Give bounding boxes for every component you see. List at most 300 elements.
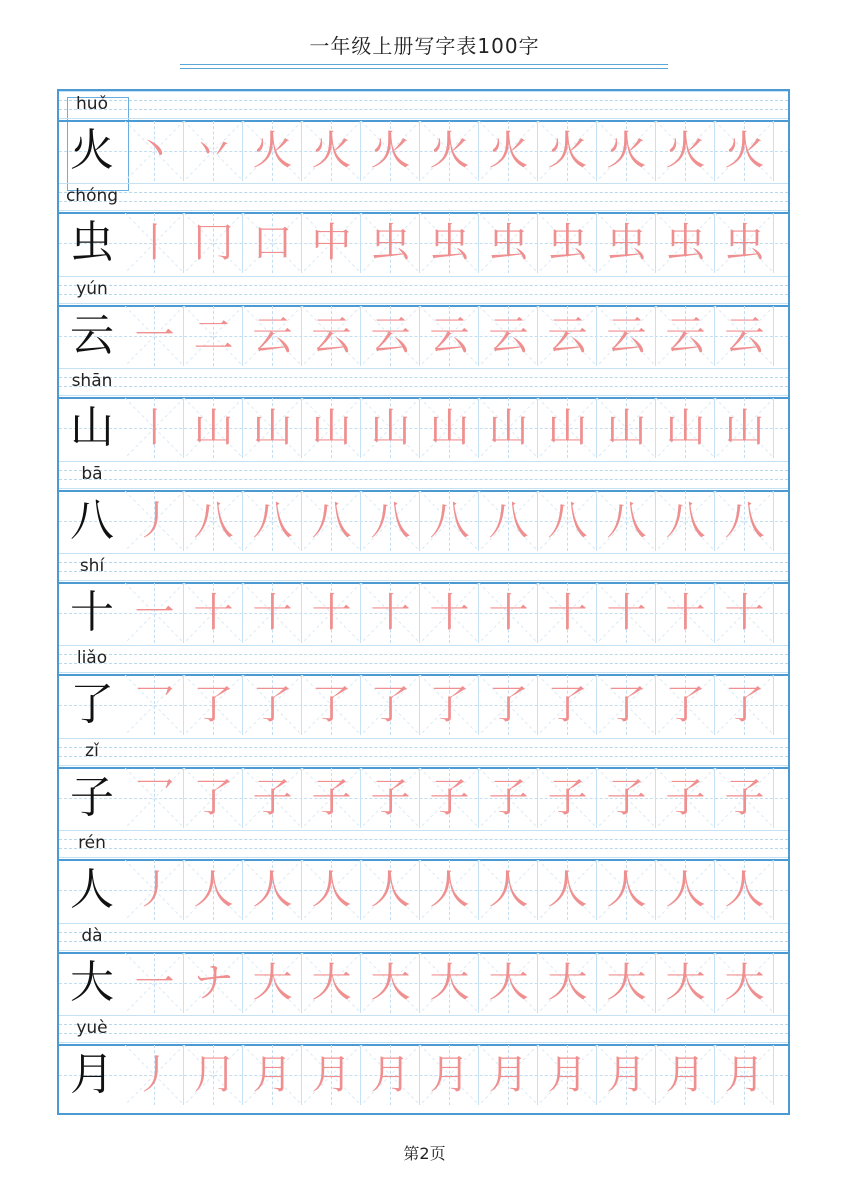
stroke-order-character: 了 [193, 774, 234, 821]
tian-zi-ge-band [59, 398, 788, 458]
character-row [59, 553, 788, 645]
stroke-order-character: 口 [252, 220, 293, 267]
stroke-order-character: 月 [311, 1052, 352, 1098]
pinyin-guide-line [59, 747, 788, 748]
tracing-cell[interactable] [656, 768, 715, 828]
tracing-cell[interactable] [184, 306, 243, 366]
tracing-cell[interactable] [125, 583, 184, 643]
stroke-order-character: 大 [311, 959, 352, 1006]
tracing-cell[interactable] [715, 306, 774, 366]
tian-zi-ge-band [59, 491, 788, 551]
tracing-cell[interactable] [125, 768, 184, 828]
pinyin-band [59, 91, 788, 118]
tracing-cell[interactable] [361, 1045, 420, 1105]
tracing-cell[interactable] [302, 1045, 361, 1105]
stroke-order-character: 人 [547, 867, 588, 914]
pinyin-guide-line [59, 857, 788, 858]
stroke-order-character: 乛 [134, 682, 175, 729]
pinyin-band [59, 183, 788, 210]
pinyin-guide-line [59, 645, 788, 646]
character-row [59, 91, 788, 183]
tracing-cell[interactable] [184, 953, 243, 1013]
stroke-order-character: 云 [665, 312, 706, 359]
tracing-cell[interactable] [715, 675, 774, 735]
tracing-cell[interactable] [479, 121, 538, 181]
tracing-cell[interactable] [538, 675, 597, 735]
stroke-order-character: 人 [488, 867, 529, 914]
stroke-order-character: 月 [724, 1052, 765, 1098]
tracing-cell[interactable] [125, 213, 184, 273]
stroke-order-character: 八 [724, 497, 765, 544]
stroke-order-character: 八 [547, 497, 588, 544]
model-character: 人 [70, 864, 114, 916]
stroke-order-character: 虫 [606, 220, 647, 267]
stroke-order-character: 二 [193, 312, 234, 359]
pinyin-band [59, 276, 788, 303]
tracing-cell[interactable] [361, 491, 420, 551]
stroke-order-character: 了 [252, 682, 293, 729]
model-character-cell [59, 491, 125, 551]
stroke-order-character: 火 [665, 128, 706, 174]
pinyin-label: zǐ [85, 740, 99, 761]
stroke-order-character: 丨 [134, 220, 175, 267]
stroke-order-character: 子 [252, 774, 293, 821]
tracing-cell[interactable] [302, 768, 361, 828]
stroke-order-character: 云 [252, 312, 293, 359]
tracing-cell[interactable] [184, 213, 243, 273]
stroke-order-character: 了 [193, 682, 234, 729]
tracing-cell[interactable] [715, 1045, 774, 1105]
stroke-order-character: 中 [311, 220, 352, 267]
stroke-order-character: 人 [429, 867, 470, 914]
character-row [59, 183, 788, 275]
stroke-order-character: 十 [311, 590, 352, 636]
pinyin-label: yún [76, 278, 108, 299]
stroke-order-character: 子 [665, 774, 706, 821]
stroke-order-character: 山 [547, 405, 588, 452]
tracing-cell[interactable] [184, 1045, 243, 1105]
stroke-order-character: 月 [606, 1052, 647, 1098]
pinyin-band [59, 738, 788, 765]
stroke-order-character: 虫 [488, 220, 529, 267]
stroke-order-character: 月 [370, 1052, 411, 1098]
stroke-order-character: 子 [488, 774, 529, 821]
stroke-order-character: 人 [724, 867, 765, 914]
stroke-order-character: 十 [488, 590, 529, 636]
tracing-cell[interactable] [479, 1045, 538, 1105]
tracing-cell[interactable] [184, 675, 243, 735]
pinyin-guide-line [59, 118, 788, 119]
pinyin-guide-line [59, 276, 788, 277]
stroke-order-character: 云 [488, 312, 529, 359]
tracing-cell[interactable] [420, 583, 479, 643]
stroke-order-character: 子 [606, 774, 647, 821]
pinyin-band [59, 1015, 788, 1042]
pinyin-guide-line [59, 1015, 788, 1016]
stroke-order-character: 山 [606, 405, 647, 452]
model-character-cell [59, 398, 125, 458]
stroke-order-character: 丨 [134, 405, 175, 452]
stroke-order-character: 云 [311, 312, 352, 359]
stroke-order-character: 月 [665, 1052, 706, 1098]
stroke-order-character: 大 [252, 959, 293, 1006]
tracing-cell[interactable] [479, 860, 538, 920]
tracing-cell[interactable] [479, 583, 538, 643]
stroke-order-character: 人 [606, 867, 647, 914]
tracing-cell[interactable] [125, 1045, 184, 1105]
pinyin-guide-line [59, 571, 788, 572]
tracing-cell[interactable] [361, 306, 420, 366]
stroke-order-character: 火 [370, 128, 411, 174]
tracing-cell[interactable] [656, 121, 715, 181]
tracing-cell[interactable] [243, 768, 302, 828]
tracing-cell[interactable] [715, 213, 774, 273]
pinyin-label: chóng [65, 186, 119, 207]
pinyin-guide-line [59, 672, 788, 673]
pinyin-label: dà [81, 925, 103, 946]
tracing-cell[interactable] [479, 213, 538, 273]
tracing-cell[interactable] [656, 306, 715, 366]
pinyin-guide-line [59, 100, 788, 101]
tracing-cell[interactable] [420, 306, 479, 366]
stroke-order-character: 子 [724, 774, 765, 821]
stroke-order-character: 火 [488, 128, 529, 174]
pinyin-band [59, 368, 788, 395]
tracing-cell[interactable] [656, 953, 715, 1013]
title-underline-second [180, 68, 668, 69]
stroke-order-character: 丿 [134, 1052, 175, 1098]
tracing-cell[interactable] [597, 306, 656, 366]
character-row [59, 461, 788, 553]
pinyin-label: bā [81, 463, 103, 484]
stroke-order-character: 了 [547, 682, 588, 729]
tracing-cell[interactable] [361, 121, 420, 181]
tracing-cell[interactable] [302, 953, 361, 1013]
tracing-cell[interactable] [538, 306, 597, 366]
stroke-order-character: 八 [606, 497, 647, 544]
stroke-order-character: 山 [488, 405, 529, 452]
stroke-order-character: 火 [724, 128, 765, 174]
tracing-cell[interactable] [479, 953, 538, 1013]
pinyin-label: yuè [76, 1018, 108, 1038]
tracing-cell[interactable] [243, 1045, 302, 1105]
tracing-cell[interactable] [243, 398, 302, 458]
pinyin-guide-line [59, 839, 788, 840]
stroke-order-character: 乛 [134, 774, 175, 821]
pinyin-guide-line [59, 1033, 788, 1034]
tracing-cell[interactable] [420, 121, 479, 181]
pinyin-band [59, 553, 788, 580]
tracing-cell[interactable] [125, 121, 184, 181]
tracing-cell[interactable] [715, 953, 774, 1013]
pinyin-guide-line [59, 395, 788, 396]
tracing-cell[interactable] [302, 398, 361, 458]
stroke-order-character: 人 [311, 867, 352, 914]
stroke-order-character: 大 [370, 959, 411, 1006]
model-character: 了 [70, 679, 114, 731]
tracing-cell[interactable] [597, 398, 656, 458]
stroke-order-character: 丿 [134, 497, 175, 544]
pinyin-guide-line [59, 562, 788, 563]
stroke-order-character: 山 [429, 405, 470, 452]
tracing-cell[interactable] [538, 398, 597, 458]
stroke-order-character: 丿 [134, 867, 175, 914]
tracing-cell[interactable] [479, 768, 538, 828]
stroke-order-character: 十 [606, 590, 647, 636]
tracing-cell[interactable] [656, 860, 715, 920]
tracing-cell[interactable] [243, 121, 302, 181]
pinyin-guide-line [59, 377, 788, 378]
tracing-cell[interactable] [125, 398, 184, 458]
tracing-cell[interactable] [125, 306, 184, 366]
tracing-cell[interactable] [125, 675, 184, 735]
stroke-order-character: 子 [547, 774, 588, 821]
stroke-order-character: 火 [547, 128, 588, 174]
stroke-order-character: 十 [370, 590, 411, 636]
stroke-order-character: 山 [665, 405, 706, 452]
tracing-cell[interactable] [361, 768, 420, 828]
stroke-order-character: 云 [370, 312, 411, 359]
pinyin-guide-line [59, 923, 788, 924]
stroke-order-character: 冂 [193, 220, 234, 267]
tracing-cell[interactable] [597, 768, 656, 828]
model-character-cell [59, 768, 125, 828]
tracing-cell[interactable] [479, 491, 538, 551]
stroke-order-character: 八 [370, 497, 411, 544]
pinyin-guide-line [59, 756, 788, 757]
tracing-cell[interactable] [361, 860, 420, 920]
tracing-cell[interactable] [243, 306, 302, 366]
tracing-cell[interactable] [184, 491, 243, 551]
tracing-cell[interactable] [715, 860, 774, 920]
pinyin-band [59, 923, 788, 950]
pinyin-guide-line [59, 830, 788, 831]
stroke-order-character: 了 [370, 682, 411, 729]
stroke-order-character: 月 [547, 1052, 588, 1098]
character-row [59, 923, 788, 1015]
tracing-cell[interactable] [715, 398, 774, 458]
tracing-cell[interactable] [656, 398, 715, 458]
stroke-order-character: 大 [665, 959, 706, 1006]
stroke-order-character: 山 [193, 405, 234, 452]
tracing-cell[interactable] [597, 491, 656, 551]
pinyin-label: shí [79, 556, 105, 576]
tracing-cell[interactable] [420, 675, 479, 735]
pinyin-guide-line [59, 294, 788, 295]
tracing-cell[interactable] [125, 860, 184, 920]
stroke-order-character: 虫 [665, 220, 706, 267]
pinyin-guide-line [59, 663, 788, 664]
pinyin-label: liǎo [76, 648, 108, 669]
tracing-cell[interactable] [361, 583, 420, 643]
stroke-order-character: 八 [252, 497, 293, 544]
stroke-order-character: 山 [370, 405, 411, 452]
stroke-order-character: 大 [488, 959, 529, 1006]
tracing-cell[interactable] [420, 860, 479, 920]
tracing-cell[interactable] [125, 953, 184, 1013]
stroke-order-character: 一 [134, 959, 175, 1006]
tracing-cell[interactable] [184, 398, 243, 458]
stroke-order-character: 虫 [429, 220, 470, 267]
tracing-cell[interactable] [361, 953, 420, 1013]
tracing-cell[interactable] [597, 121, 656, 181]
stroke-order-character: ナ [193, 959, 234, 1006]
tracing-cell[interactable] [538, 121, 597, 181]
tracing-cell[interactable] [420, 398, 479, 458]
tracing-cell[interactable] [302, 491, 361, 551]
tracing-cell[interactable] [361, 398, 420, 458]
stroke-order-character: 云 [547, 312, 588, 359]
tracing-cell[interactable] [597, 583, 656, 643]
stroke-order-character: 大 [429, 959, 470, 1006]
stroke-order-character: 八 [311, 497, 352, 544]
tracing-cell[interactable] [656, 213, 715, 273]
tracing-cell[interactable] [302, 306, 361, 366]
pinyin-guide-line [59, 210, 788, 211]
tracing-cell[interactable] [538, 860, 597, 920]
tracing-cell[interactable] [302, 583, 361, 643]
character-row [59, 276, 788, 368]
page-number: 第2页 [403, 1144, 446, 1163]
tracing-cell[interactable] [538, 213, 597, 273]
model-character-cell [59, 583, 125, 643]
stroke-order-character: 山 [252, 405, 293, 452]
pinyin-guide-line [59, 932, 788, 933]
stroke-order-character: 八 [488, 497, 529, 544]
tracing-cell[interactable] [184, 768, 243, 828]
tracing-cell[interactable] [420, 768, 479, 828]
stroke-order-character: 火 [606, 128, 647, 174]
stroke-order-character: 十 [724, 590, 765, 636]
stroke-order-character: 虫 [724, 220, 765, 267]
tracing-cell[interactable] [479, 306, 538, 366]
pinyin-guide-line [59, 738, 788, 739]
pinyin-guide-line [59, 461, 788, 462]
stroke-order-character: 火 [311, 128, 352, 174]
tracing-cell[interactable] [184, 583, 243, 643]
tian-zi-ge-band [59, 583, 788, 643]
stroke-order-character: 月 [252, 1052, 293, 1098]
stroke-order-character: 了 [724, 682, 765, 729]
tracing-cell[interactable] [420, 213, 479, 273]
tracing-cell[interactable] [243, 675, 302, 735]
tracing-cell[interactable] [420, 953, 479, 1013]
tracing-cell[interactable] [715, 121, 774, 181]
tracing-cell[interactable] [538, 953, 597, 1013]
tracing-cell[interactable] [538, 768, 597, 828]
tracing-cell[interactable] [479, 675, 538, 735]
model-character: 子 [70, 771, 114, 823]
tracing-cell[interactable] [597, 675, 656, 735]
model-character-cell [59, 953, 125, 1013]
tian-zi-ge-band [59, 953, 788, 1013]
pinyin-guide-line [59, 368, 788, 369]
character-row [59, 830, 788, 922]
stroke-order-character: 人 [370, 867, 411, 914]
tracing-cell[interactable] [715, 491, 774, 551]
stroke-order-character: 子 [429, 774, 470, 821]
tracing-cell[interactable] [479, 398, 538, 458]
tracing-cell[interactable] [125, 491, 184, 551]
model-character: 十 [70, 587, 114, 638]
pinyin-guide-line [59, 285, 788, 286]
stroke-order-character: 十 [429, 590, 470, 636]
tracing-cell[interactable] [361, 675, 420, 735]
stroke-order-character: 子 [370, 774, 411, 821]
tracing-cell[interactable] [420, 491, 479, 551]
stroke-order-character: 虫 [547, 220, 588, 267]
model-character: 山 [70, 402, 114, 454]
tracing-cell[interactable] [243, 953, 302, 1013]
model-character: 云 [70, 309, 114, 361]
pinyin-guide-line [59, 553, 788, 554]
tian-zi-ge-band [59, 121, 788, 181]
stroke-order-character: 八 [429, 497, 470, 544]
tracing-cell[interactable] [243, 860, 302, 920]
tracing-cell[interactable] [715, 583, 774, 643]
tracing-cell[interactable] [243, 583, 302, 643]
tracing-cell[interactable] [656, 583, 715, 643]
model-character-cell [59, 860, 125, 920]
tracing-cell[interactable] [656, 1045, 715, 1105]
tracing-cell[interactable] [538, 491, 597, 551]
tracing-cell[interactable] [538, 1045, 597, 1105]
tracing-cell[interactable] [420, 1045, 479, 1105]
pinyin-band [59, 645, 788, 672]
pinyin-guide-line [59, 470, 788, 471]
stroke-order-character: 大 [724, 959, 765, 1006]
tracing-cell[interactable] [302, 860, 361, 920]
tracing-cell[interactable] [302, 675, 361, 735]
tracing-cell[interactable] [656, 491, 715, 551]
pinyin-band [59, 461, 788, 488]
tracing-cell[interactable] [597, 860, 656, 920]
model-character: 月 [70, 1049, 114, 1100]
title-underline [180, 64, 668, 65]
pinyin-guide-line [59, 479, 788, 480]
stroke-order-character: 十 [252, 590, 293, 636]
pinyin-guide-line [59, 201, 788, 202]
tracing-cell[interactable] [597, 1045, 656, 1105]
pinyin-label: shān [71, 371, 113, 392]
tracing-cell[interactable] [302, 213, 361, 273]
model-character: 八 [70, 494, 114, 546]
tracing-cell[interactable] [243, 491, 302, 551]
pinyin-label: rén [78, 833, 106, 854]
stroke-order-character: 人 [665, 867, 706, 914]
pinyin-guide-line [59, 765, 788, 766]
tracing-cell[interactable] [656, 675, 715, 735]
tracing-cell[interactable] [597, 953, 656, 1013]
stroke-order-character: 子 [311, 774, 352, 821]
tracing-cell[interactable] [184, 860, 243, 920]
tracing-cell[interactable] [184, 121, 243, 181]
tracing-cell[interactable] [597, 213, 656, 273]
pinyin-guide-line [59, 950, 788, 951]
stroke-order-character: 了 [665, 682, 706, 729]
tracing-cell[interactable] [538, 583, 597, 643]
stroke-order-character: 了 [429, 682, 470, 729]
tracing-cell[interactable] [715, 768, 774, 828]
stroke-order-character: 了 [488, 682, 529, 729]
stroke-order-character: 云 [724, 312, 765, 359]
tracing-cell[interactable] [302, 121, 361, 181]
tian-zi-ge-band [59, 306, 788, 366]
stroke-order-character: 十 [193, 590, 234, 636]
stroke-order-character: 八 [193, 497, 234, 544]
tracing-cell[interactable] [243, 213, 302, 273]
tracing-cell[interactable] [361, 213, 420, 273]
